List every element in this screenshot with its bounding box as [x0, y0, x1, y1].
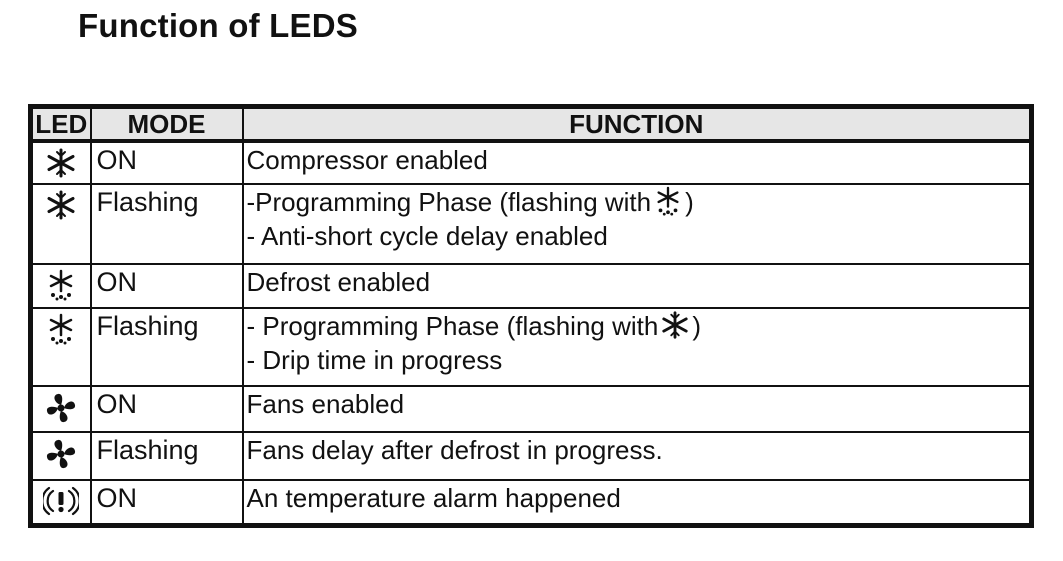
led-cell [31, 386, 91, 432]
led-cell [31, 184, 91, 264]
led-cell [31, 141, 91, 184]
page-title: Function of LEDS [78, 7, 358, 44]
led-cell [31, 264, 91, 308]
fan-icon [44, 391, 78, 425]
defrost-icon [45, 313, 77, 345]
header-mode: MODE [91, 107, 243, 142]
table-row [31, 141, 1032, 184]
table-row [31, 184, 1032, 264]
table-row [31, 308, 1032, 386]
table-row [31, 264, 1032, 308]
led-cell [31, 432, 91, 480]
mode-cell: ON [91, 480, 243, 526]
table-row [31, 386, 1032, 432]
function-cell [243, 308, 1032, 386]
led-cell [31, 308, 91, 386]
function-line [247, 185, 1030, 219]
header-led: LED [31, 107, 91, 142]
function-line: An temperature alarm happened [246, 483, 621, 513]
mode-cell: Flashing [91, 308, 243, 386]
defrost-icon [45, 269, 77, 301]
function-line: Compressor enabled [246, 145, 488, 175]
alarm-icon [43, 485, 79, 517]
function-cell [243, 184, 1032, 264]
function-cell [243, 432, 1032, 480]
fan-icon [44, 437, 78, 471]
function-line: - Anti-short cycle delay enabled [246, 221, 608, 251]
led-function-table [28, 104, 1034, 528]
function-text: -Programming Phase (flashing with [246, 187, 652, 217]
mode-cell: ON [91, 386, 243, 432]
table-header-row [31, 107, 1032, 142]
table-row [31, 432, 1032, 480]
function-cell [243, 480, 1032, 526]
snowflake-icon [45, 189, 77, 221]
function-cell [243, 141, 1032, 184]
defrost-icon [653, 186, 683, 216]
mode-cell: Flashing [91, 184, 243, 264]
mode-cell: ON [91, 264, 243, 308]
table-row [31, 480, 1032, 526]
mode-cell: ON [91, 141, 243, 184]
function-line: Fans enabled [246, 389, 405, 419]
function-text-suffix: ) [685, 187, 694, 217]
function-line: - Drip time in progress [246, 345, 503, 375]
function-text: - Programming Phase (flashing with [246, 311, 659, 341]
snowflake-icon [45, 147, 77, 179]
function-line [247, 309, 1030, 343]
led-cell [31, 480, 91, 526]
mode-cell: Flashing [91, 432, 243, 480]
function-cell [243, 386, 1032, 432]
header-function: FUNCTION [243, 107, 1032, 142]
function-line: Defrost enabled [246, 267, 431, 297]
function-line: Fans delay after defrost in progress. [246, 435, 663, 465]
snowflake-icon [660, 310, 690, 340]
function-text-suffix: ) [692, 311, 702, 341]
function-cell [243, 264, 1032, 308]
